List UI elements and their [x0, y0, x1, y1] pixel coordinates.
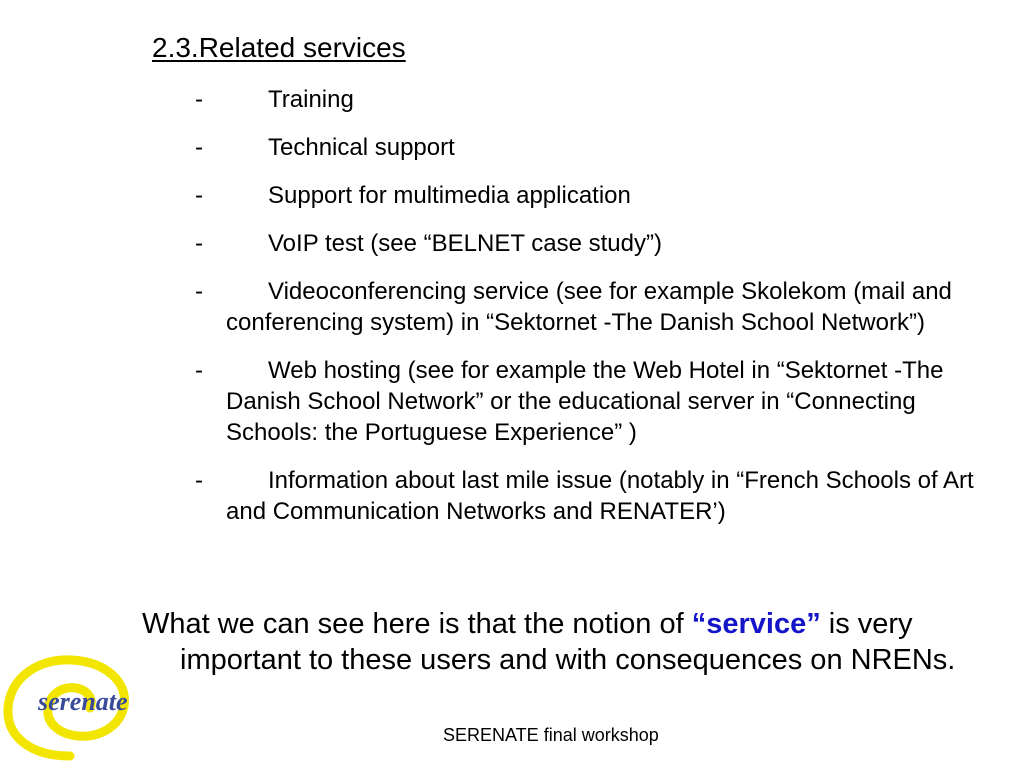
bullet-dash: - — [195, 182, 203, 209]
serenate-logo — [0, 648, 160, 768]
bullet-dash: - — [195, 86, 203, 113]
list-item-text: Videoconferencing service (see for example Skolekom (mail and conferencing system) in “Sektornet -The Danish School Network”) — [226, 278, 952, 336]
list-item-text: Information about last mile issue (notably in “French Schools of Art and Communication Networks and RENATER’) — [226, 467, 974, 525]
footer-text: SERENATE final workshop — [443, 725, 659, 745]
summary-text-start: What we can see here is that the notion of — [142, 608, 692, 640]
list-item-text: Web hosting (see for example the Web Hotel in “Sektornet -The Danish School Network” or the educational server in “Connecting Schools: the Portuguese Experience” ) — [226, 357, 944, 446]
logo-text: serenate — [38, 687, 128, 716]
service-emphasis: “service” — [691, 608, 821, 640]
list-item — [195, 84, 1005, 115]
list-item — [195, 355, 1005, 448]
bullet-dash: - — [195, 230, 203, 257]
bullet-dash: - — [195, 467, 203, 494]
section-heading: 2.3.Related services — [152, 32, 406, 63]
list-item — [195, 465, 1005, 527]
bullet-dash: - — [195, 357, 203, 384]
summary-text-end: is very important to these users and with consequences on NRENs. — [180, 608, 956, 676]
bullet-dash: - — [195, 134, 203, 161]
list-item-text: Technical support — [268, 134, 455, 161]
list-item — [195, 228, 1005, 259]
summary-paragraph — [142, 606, 1024, 678]
list-item — [195, 276, 1005, 338]
services-list — [195, 84, 1005, 544]
list-item — [195, 180, 1005, 211]
list-item — [195, 132, 1005, 163]
list-item-text: VoIP test (see “BELNET case study”) — [268, 230, 662, 257]
bullet-dash: - — [195, 278, 203, 305]
list-item-text: Training — [268, 86, 354, 113]
list-item-text: Support for multimedia application — [268, 182, 631, 209]
swirl-icon — [0, 648, 160, 768]
